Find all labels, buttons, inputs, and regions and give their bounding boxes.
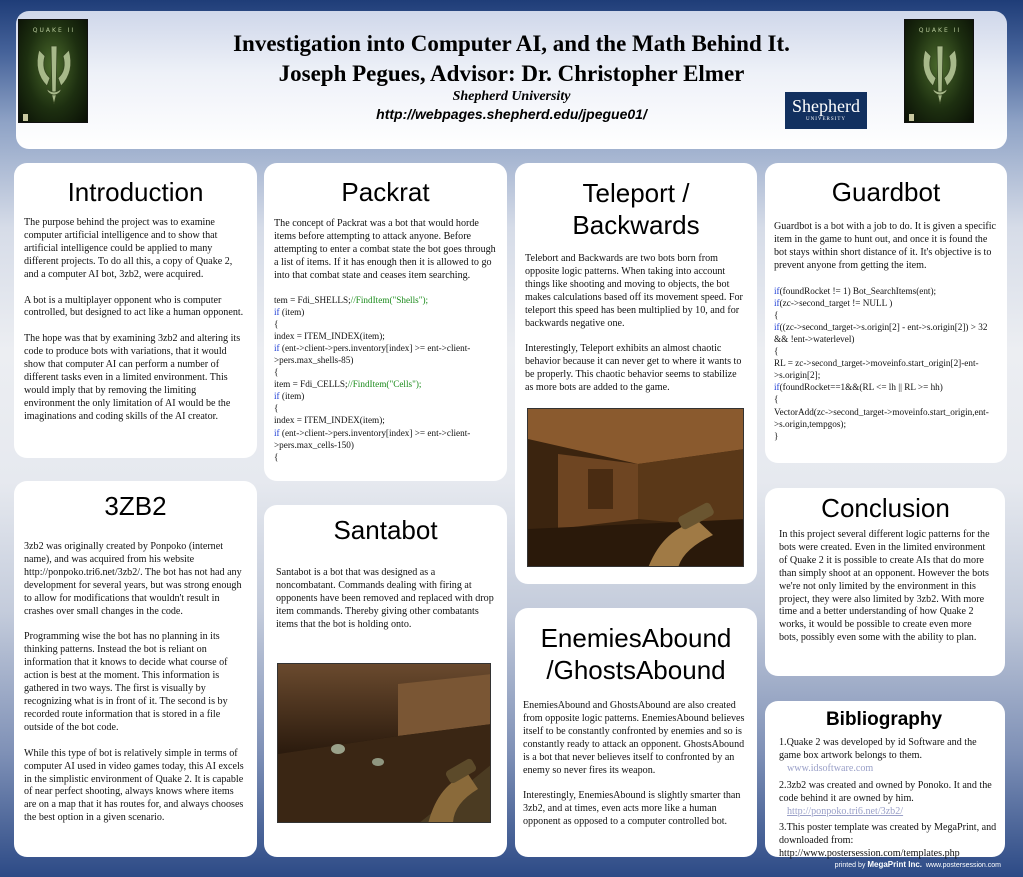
footer-site: www.postersession.com bbox=[925, 862, 1001, 869]
bibliography-panel bbox=[765, 701, 1005, 860]
teleport-paragraph-2: Interestingly, Teleport exhibits an almost chaotic behavior because it can never get to where it wants to be properly. This chaotic behavior seems to stabilize as more bots are added to the game. bbox=[525, 343, 742, 394]
packrat-code-block: tem = Fdi_SHELLS;//FindItem("Shells"); if (item) { index = ITEM_INDEX(item); if (ent->client->pers.inventory[index] >= ent->client->pers.max_shells-85) { item = Fdi_CELLS;//FindItem("Cells"); if (item) { index = ITEM_INDEX(item); if (ent->client->pers.inventory[index] >= ent->client->pers.max_cells-150) { bbox=[274, 294, 471, 462]
enemies-ghosts-panel bbox=[515, 608, 757, 857]
conclusion-panel bbox=[765, 488, 1005, 676]
enemies-paragraph-1: EnemiesAbound and GhostsAbound are also created from opposite logic patterns. EnemiesAbound believes itself to be constantly confronted by enemies and so is constantly ready to attack an opponent. GhostsAbound is a bot that never believes itself to confronted by an enemy so never fires its weapon. bbox=[523, 700, 745, 776]
bibliography-heading: Bibliography bbox=[825, 709, 943, 730]
conclusion-paragraph: In this project several different logic patterns for the bots were created. Even in the limited environment of Quake 2 it is possible to create AIs that do more than simply shoot at an opponent. However the bots we're not only limited by the environment in this project, they were also limited by 3zb2. With more time and a better understanding of how Quake 2 works, it would be possible to create even more bots, possibly even some with the ability to plan. bbox=[779, 529, 990, 644]
bibliography-item: 3.This poster template was created by MegaPrint, and downloaded from: http://www.postersession.com/templates.php bbox=[779, 822, 997, 860]
bibliography-list bbox=[771, 737, 997, 861]
logo-sub: UNIVERSITY bbox=[806, 117, 846, 122]
teleport-paragraph-1: Telebort and Backwards are two bots born from opposite logic patterns. When taking into account things like shooting and moving to objects, the bot makes calculations based off its movement speed. For teleport this speed has been multiplied by 10, and for backwards negative one. bbox=[525, 253, 743, 329]
shepherd-university-logo bbox=[785, 92, 867, 129]
poster-url[interactable]: http://webpages.shepherd.edu/jpegue01/ bbox=[376, 106, 647, 122]
teleport-heading: Teleport / Backwards bbox=[572, 178, 700, 240]
santabot-panel bbox=[264, 505, 507, 857]
footer-credit: printed by MegaPrint Inc. www.postersession.com bbox=[834, 860, 1001, 869]
3zb2-paragraph-3: While this type of bot is relatively simple in terms of computer AI used in video games today, this AI excels in the simplistic environment of Quake 2. It is capable of near perfect shooting, always knows where items are on a map that it has routes for, and always chooses the best option in a given scenario. bbox=[24, 747, 244, 824]
3zb2-heading: 3ZB2 bbox=[104, 491, 167, 521]
santabot-paragraph: Santabot is a bot that was designed as a noncombatant. Commands dealing with firing at opponents have been removed and replaced with drop item commands. Thereby giving other combatants items that the bot is holding onto. bbox=[276, 567, 494, 630]
quake2-box-art-left bbox=[18, 19, 88, 123]
poster-author-line: Joseph Pegues, Advisor: Dr. Christopher Elmer bbox=[278, 61, 745, 86]
poster-title: Investigation into Computer AI, and the Math Behind It. bbox=[233, 31, 790, 56]
bibliography-link[interactable]: http://ponpoko.tri6.net/3zb2/ bbox=[787, 805, 904, 817]
megaprint-brand: MegaPrint Inc. bbox=[867, 860, 923, 869]
introduction-panel bbox=[14, 163, 257, 458]
packrat-paragraph: The concept of Packrat was a bot that would horde items before attempting to attack anyone. Before attempting to enter a combat state the bot goes through a list of items. If it has enough then it is allowed to go into that combat state and ceases item searching. bbox=[274, 218, 496, 281]
3zb2-paragraph-1: 3zb2 was originally created by Ponpoko (internet name), and was acquired from his website http://ponpoko.tri6.net/3zb2/. The bot has not had any development for several years, but was strong enough to allow for modifications that wouldn't result in crashes over small changes in the code. bbox=[24, 541, 242, 617]
intro-paragraph-3: The hope was that by examining 3zb2 and altering its code to produce bots with variations, that it would show that computer AI can perform a number of different tasks even in a limited environment. This would imply that by removing the limiting environment the only limitation of AI would be the imaginations and coding skills of the AI creator. bbox=[24, 333, 241, 422]
conclusion-heading: Conclusion bbox=[821, 493, 950, 523]
3zb2-paragraph-2: Programming wise the bot has no planning in its thinking patterns. Instead the bot is reliant on information that it knows to decide what course of action is best at the moment. This information is gathered in two ways. The first is visually by recognizing what is in front of it. The second is by recorded route information that is stored in a file outside of the bot code. bbox=[24, 631, 228, 733]
intro-paragraph-2: A bot is a multiplayer opponent who is computer controlled, but designed to act like a human opponent. bbox=[24, 294, 244, 319]
enemies-paragraph-2: Interestingly, EnemiesAbound is slightly smarter than 3zb2, and at times, even acts more like a human opponent as opposed to a computer controlled bot. bbox=[523, 790, 741, 828]
intro-paragraph-1: The purpose behind the project was to examine computer artificial intelligence and to show that artificial intelligence could be applied to many different projects. To do all this, a copy of Quake 2, and a computer AI bot, 3zb2, were acquired. bbox=[24, 217, 233, 280]
teleport-game-screenshot bbox=[527, 408, 744, 567]
guardbot-panel bbox=[765, 163, 1007, 463]
3zb2-panel bbox=[14, 481, 257, 857]
guardbot-paragraph: Guardbot is a bot with a job to do. It is given a specific item in the game to hunt out, and once it is found the bot stays within short distance of it. It's objective is to prevent anyone from getting the item. bbox=[774, 221, 997, 271]
guardbot-code-block: if(foundRocket != 1) Bot_SearchItems(ent); if(zc->second_target != NULL ) { if((zc->second_target->s.origin[2] - ent->s.origin[2]) > 32 && !ent->waterlevel) { RL = zc->second_target->moveinfo.start_origin[2]-ent->s.origin[2]; if(foundRocket==1&&(RL <= lh || RL >= hh) { VectorAdd(zc->second_target->moveinfo.start_origin,ent->s.origin,tempgos); } bbox=[774, 285, 989, 441]
introduction-heading: Introduction bbox=[67, 177, 204, 207]
poster-university: Shepherd University bbox=[452, 89, 571, 104]
logo-name: Shepherd bbox=[792, 96, 860, 116]
santabot-game-screenshot bbox=[277, 663, 491, 823]
box-art-title: QUAKE II bbox=[32, 27, 76, 34]
quake2-box-art-right bbox=[904, 19, 974, 123]
packrat-panel bbox=[264, 163, 507, 481]
box-art-title: QUAKE II bbox=[918, 27, 962, 34]
bibliography-item: 2.3zb2 was created and owned by Ponoko. It and the code behind it are owned by him. http://ponpoko.tri6.net/3zb2/ bbox=[779, 779, 992, 817]
enemies-heading: EnemiesAbound /GhostsAbound bbox=[540, 623, 732, 685]
santabot-heading: Santabot bbox=[333, 515, 438, 545]
bibliography-item: 1.Quake 2 was developed by id Software and the game box artwork belongs to them. www.idsoftware.com bbox=[779, 737, 977, 774]
quake-logo-icon bbox=[37, 46, 71, 104]
quake-logo-icon bbox=[923, 46, 957, 104]
teleport-backwards-panel bbox=[515, 163, 757, 584]
bibliography-link[interactable]: www.idsoftware.com bbox=[787, 762, 874, 774]
packrat-heading: Packrat bbox=[341, 177, 430, 207]
guardbot-heading: Guardbot bbox=[831, 177, 941, 207]
